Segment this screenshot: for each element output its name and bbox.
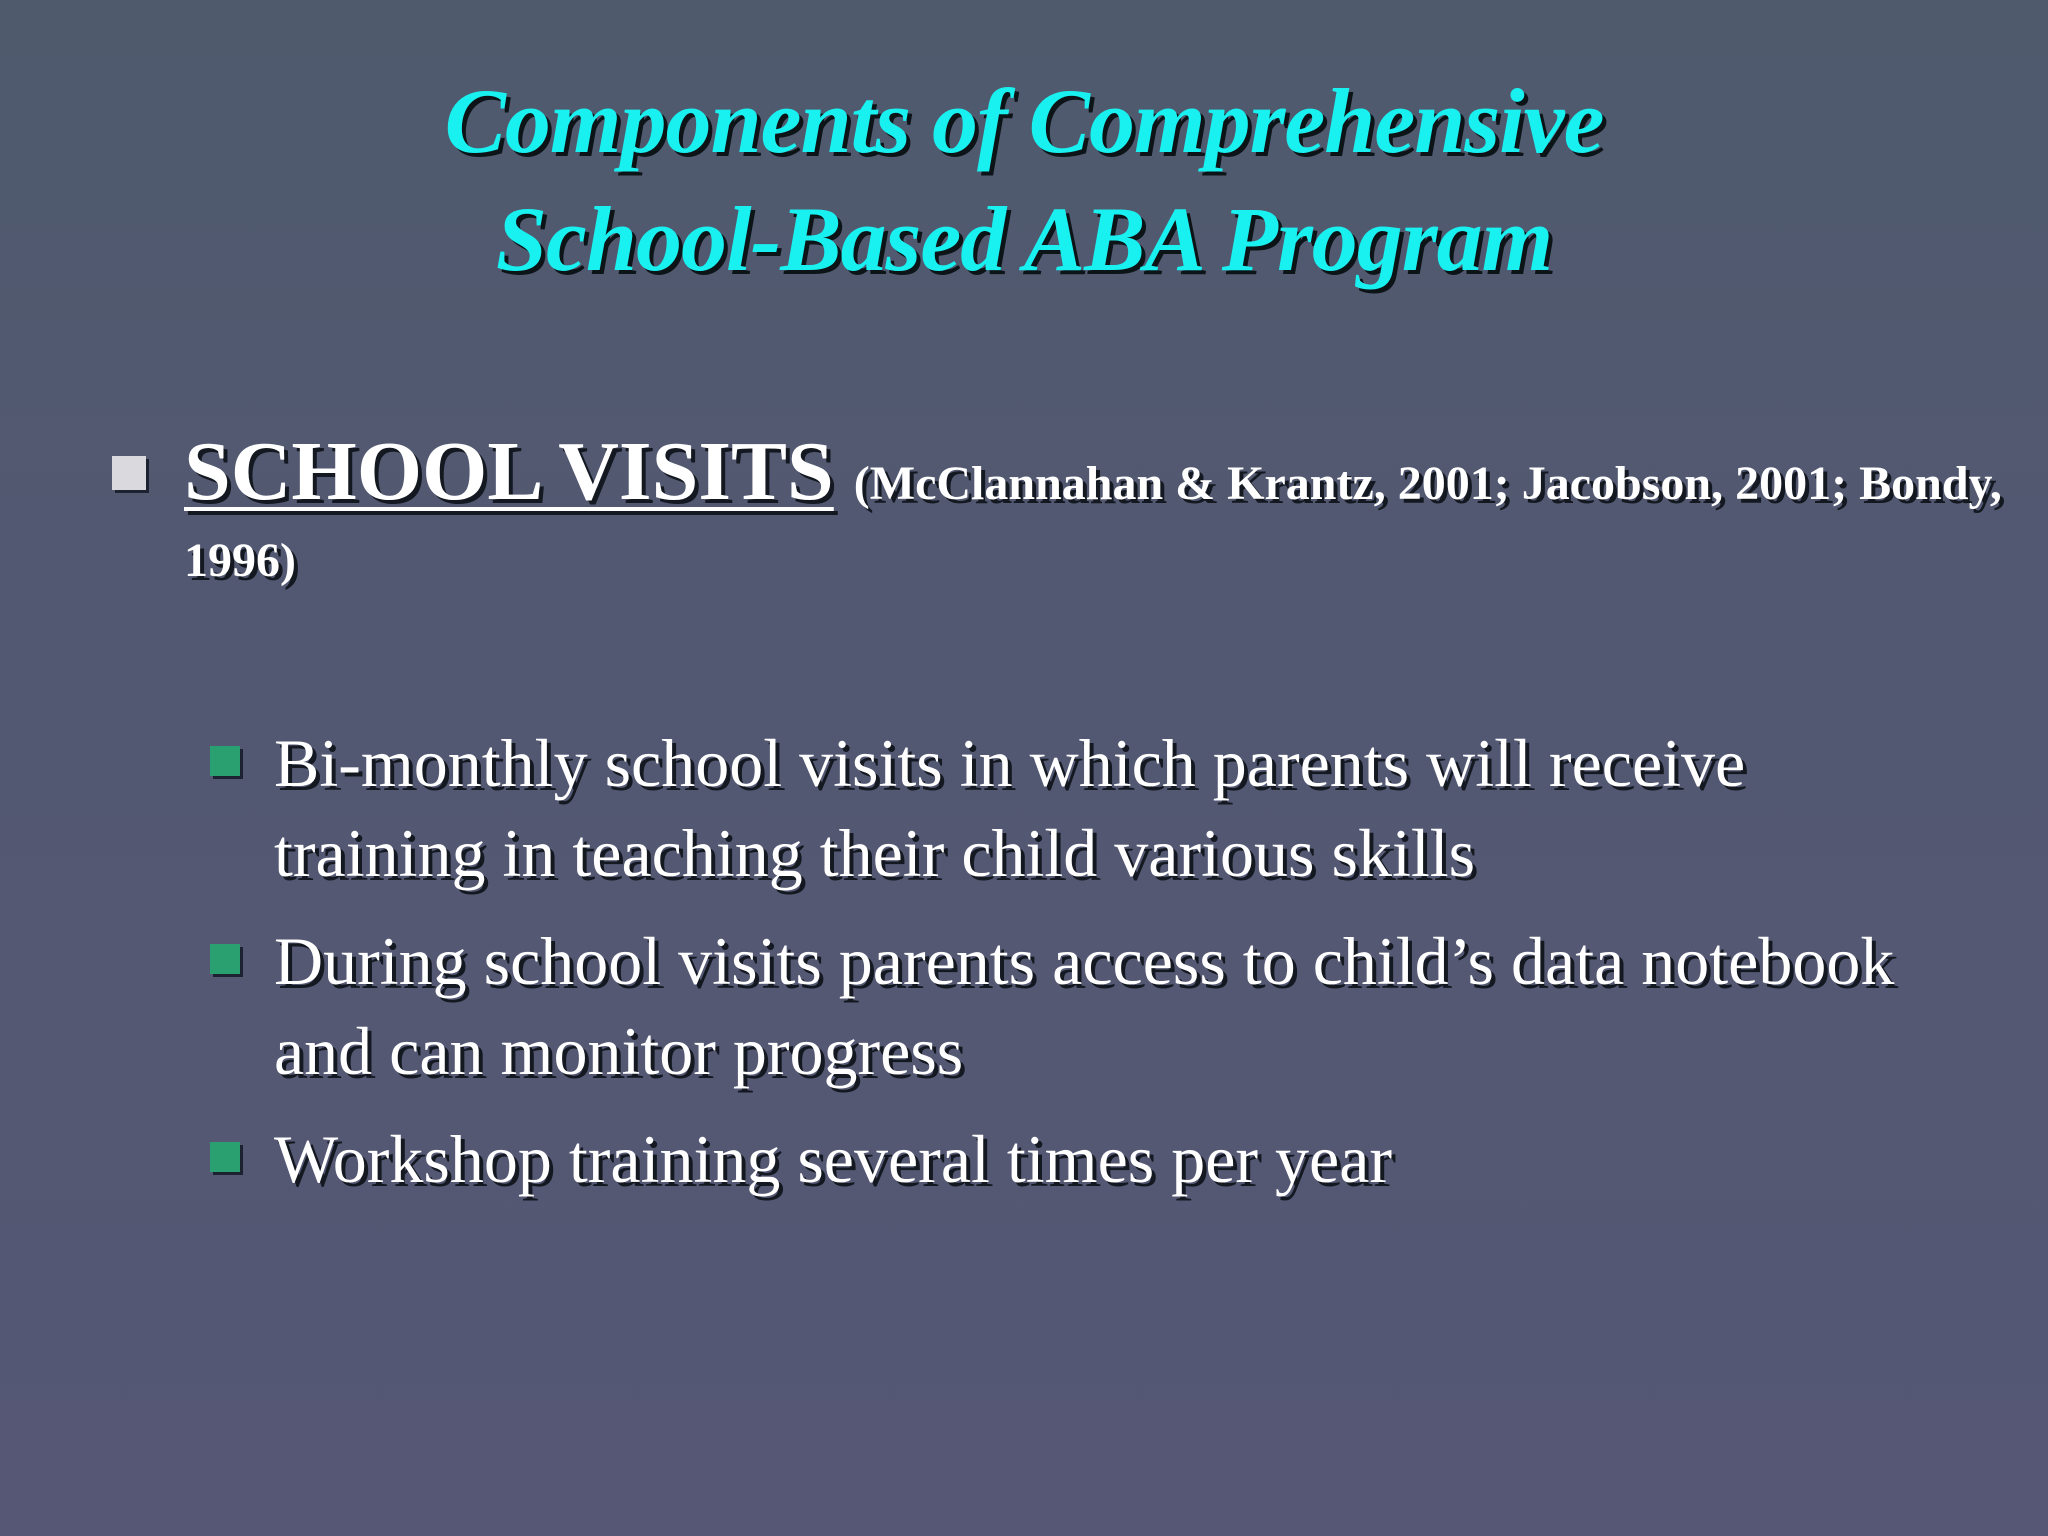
sub-bullet-list (210, 718, 1910, 1222)
sub-bullet-text: During school visits parents access to child’s data notebook and can monitor progress (274, 923, 1895, 1089)
title-line-2: School-Based ABA Program (495, 188, 1553, 290)
square-bullet-icon (210, 944, 240, 974)
section-heading: SCHOOL VISITS (184, 425, 834, 518)
sub-bullet-item (210, 916, 1910, 1096)
square-bullet-icon (112, 456, 146, 490)
sub-bullet-text: Bi-monthly school visits in which parents will receive training in teaching their child various skills (274, 725, 1746, 891)
sub-bullet-item (210, 718, 1910, 898)
title-line-1: Components of Comprehensive (444, 70, 1604, 172)
slide-title (0, 62, 2048, 298)
main-bullet-text (184, 420, 2014, 598)
sub-bullet-item (210, 1114, 1910, 1204)
square-bullet-icon (210, 746, 240, 776)
square-bullet-icon (210, 1142, 240, 1172)
sub-bullet-text: Workshop training several times per year (274, 1121, 1393, 1197)
citation: (McClannahan & Krantz, 2001; Jacobson, 2001; Bondy, 1996) (184, 457, 2002, 587)
